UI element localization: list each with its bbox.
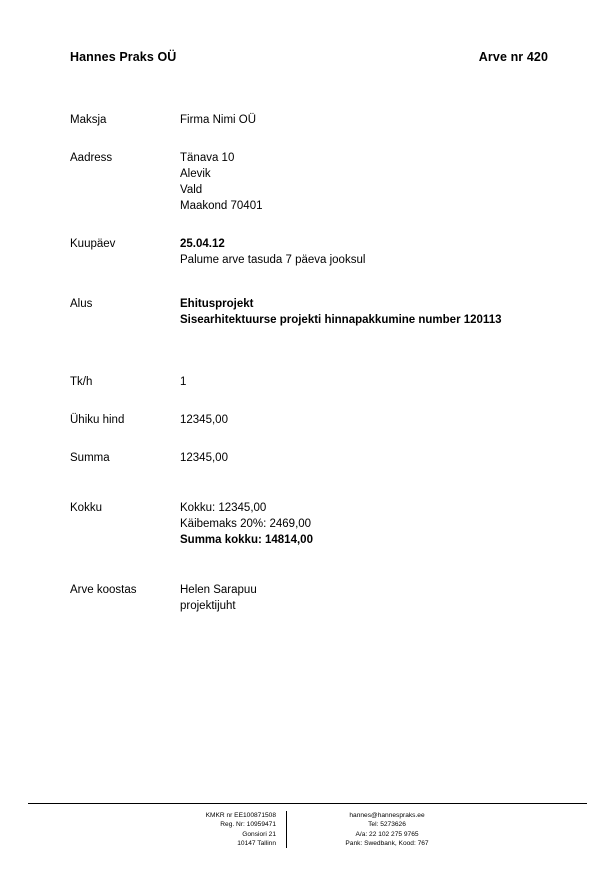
field-row-prepared-by <box>70 582 550 614</box>
payer-value: Firma Nimi OÜ <box>180 114 257 126</box>
footer-bank-account: A/a: 22 102 275 9765 <box>355 830 419 838</box>
payer-value-group <box>180 112 550 128</box>
spacer <box>70 466 550 500</box>
address-value-group <box>180 150 550 214</box>
address-line-2: Alevik <box>180 168 211 180</box>
company-name: Hannes Praks OÜ <box>70 50 177 64</box>
quantity-value-group <box>180 374 550 390</box>
unit-price-label: Ühiku hind <box>70 414 125 426</box>
total-value-group <box>180 500 550 548</box>
invoice-number: Arve nr 420 <box>478 50 548 64</box>
footer-street-address: Gonsiori 21 <box>242 830 276 838</box>
spacer <box>70 548 550 582</box>
field-row-address <box>70 150 550 214</box>
unit-price-value: 12345,00 <box>180 414 228 426</box>
field-row-payer <box>70 112 550 128</box>
address-label: Aadress <box>70 152 113 164</box>
invoice-header <box>70 50 548 64</box>
invoice-body <box>70 112 550 614</box>
prepared-by-label: Arve koostas <box>70 584 137 596</box>
field-row-quantity <box>70 374 550 390</box>
field-row-date <box>70 236 550 268</box>
footer-contact-details <box>287 811 477 848</box>
field-row-total <box>70 500 550 548</box>
field-row-unit-price <box>70 412 550 428</box>
quantity-value: 1 <box>180 376 187 388</box>
amount-value: 12345,00 <box>180 452 228 464</box>
footer-bank-name: Pank: Swedbank, Kood: 767 <box>345 839 429 847</box>
spacer <box>70 214 550 236</box>
prepared-by-name: Helen Sarapuu <box>180 584 257 596</box>
invoice-footer <box>28 803 587 848</box>
field-row-basis <box>70 296 550 328</box>
quantity-label: Tk/h <box>70 376 93 388</box>
footer-city-postcode: 10147 Tallinn <box>237 839 276 847</box>
address-line-1: Tänava 10 <box>180 152 235 164</box>
footer-columns <box>28 811 587 848</box>
address-line-4: Maakond 70401 <box>180 200 263 212</box>
footer-company-details <box>138 811 286 848</box>
footer-phone: Tel: 5273626 <box>368 821 406 829</box>
spacer <box>70 390 550 412</box>
payment-terms: Palume arve tasuda 7 päeva jooksul <box>180 254 366 266</box>
total-label: Kokku <box>70 502 102 514</box>
invoice-date: 25.04.12 <box>180 238 225 250</box>
date-value-group <box>180 236 550 268</box>
amount-label: Summa <box>70 452 110 464</box>
footer-email: hannes@hannespraks.ee <box>349 812 425 820</box>
total-grand-total: Summa kokku: 14814,00 <box>180 534 313 546</box>
basis-value-group <box>180 296 550 328</box>
spacer <box>70 268 550 296</box>
payer-label: Maksja <box>70 114 107 126</box>
basis-line-2: Sisearhitektuurse projekti hinnapakkumine number 120113 <box>180 314 502 326</box>
address-line-3: Vald <box>180 184 203 196</box>
spacer <box>70 328 550 374</box>
footer-divider-rule <box>28 803 587 804</box>
total-subtotal: Kokku: 12345,00 <box>180 502 267 514</box>
basis-line-1: Ehitusprojekt <box>180 298 254 310</box>
basis-label: Alus <box>70 298 93 310</box>
prepared-by-value-group <box>180 582 550 614</box>
spacer <box>70 128 550 150</box>
prepared-by-title: projektijuht <box>180 600 236 612</box>
unit-price-value-group <box>180 412 550 428</box>
date-label: Kuupäev <box>70 238 116 250</box>
total-vat: Käibemaks 20%: 2469,00 <box>180 518 312 530</box>
amount-value-group <box>180 450 550 466</box>
field-row-amount <box>70 450 550 466</box>
footer-vat-number: KMKR nr EE100871508 <box>205 812 276 820</box>
footer-registry-number: Reg. Nr: 10959471 <box>220 821 276 829</box>
spacer <box>70 428 550 450</box>
